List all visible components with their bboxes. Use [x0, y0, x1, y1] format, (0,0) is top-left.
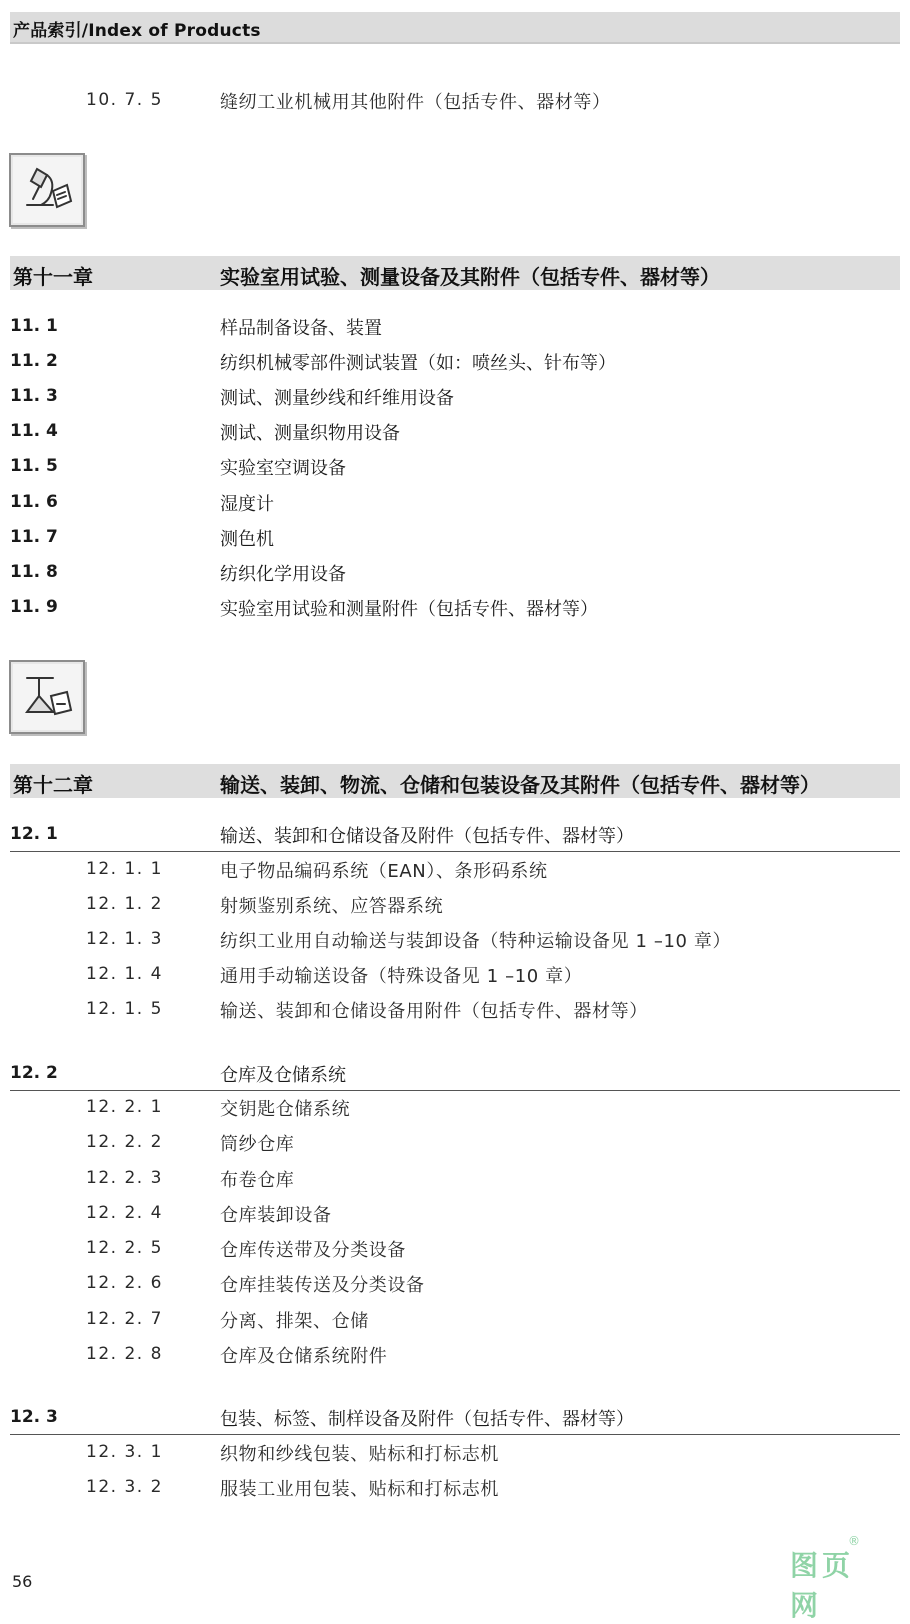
chapter-11-title: 实验室用试验、测量设备及其附件（包括专件、器材等） — [220, 265, 720, 289]
list-item-label: 纺织化学用设备 — [220, 564, 346, 585]
page-number: 56 — [12, 1572, 33, 1591]
list-item-label: 纺织工业用自动输送与装卸设备（特种运输设备见 1 –10 章） — [220, 931, 732, 952]
list-item-number: 12. 2. 7 — [86, 1309, 163, 1329]
list-item-label: 通用手动输送设备（特殊设备见 1 –10 章） — [220, 966, 583, 987]
package-scale-icon — [9, 660, 85, 734]
list-item-number: 12. 2. 8 — [86, 1344, 163, 1364]
top-item-label: 缝纫工业机械用其他附件（包括专件、器材等） — [220, 92, 611, 113]
list-item-label: 测试、测量纱线和纤维用设备 — [220, 388, 454, 409]
list-item-label: 样品制备设备、装置 — [220, 318, 382, 339]
top-item-number: 10. 7. 5 — [86, 90, 163, 110]
list-item-number: 12. 1. 1 — [86, 859, 163, 879]
list-item-number: 11. 1 — [10, 316, 58, 336]
list-item-number: 12. 3. 1 — [86, 1442, 163, 1462]
section-title: 仓库及仓储系统 — [220, 1065, 346, 1086]
list-item-number: 12. 2. 5 — [86, 1238, 163, 1258]
watermark-logo — [790, 1534, 880, 1622]
list-item-label: 输送、装卸和仓储设备用附件（包括专件、器材等） — [220, 1001, 648, 1022]
list-item-number: 12. 2. 4 — [86, 1203, 163, 1223]
list-item-label: 实验室空调设备 — [220, 458, 346, 479]
list-item-number: 12. 2. 6 — [86, 1273, 163, 1293]
list-item-label: 湿度计 — [220, 494, 274, 515]
list-item-label: 仓库传送带及分类设备 — [220, 1240, 406, 1261]
list-item-number: 12. 1. 4 — [86, 964, 163, 984]
section-divider — [10, 1090, 900, 1091]
list-item-label: 纺织机械零部件测试装置（如：喷丝头、针布等） — [220, 353, 616, 374]
list-item-label: 测试、测量织物用设备 — [220, 423, 400, 444]
list-item-label: 仓库挂装传送及分类设备 — [220, 1275, 425, 1296]
section-title: 输送、装卸和仓储设备及附件（包括专件、器材等） — [220, 826, 634, 847]
list-item-label: 筒纱仓库 — [220, 1134, 295, 1155]
list-item-number: 11. 9 — [10, 597, 58, 617]
section-number: 12. 3 — [10, 1407, 58, 1427]
list-item-number: 11. 7 — [10, 527, 58, 547]
page-header-title: 产品索引/Index of Products — [13, 21, 261, 41]
list-item-number: 12. 2. 3 — [86, 1168, 163, 1188]
list-item-number: 12. 1. 2 — [86, 894, 163, 914]
list-item-label: 分离、排架、仓储 — [220, 1311, 369, 1332]
list-item-label: 电子物品编码系统（EAN）、条形码系统 — [220, 861, 548, 882]
list-item-number: 12. 1. 3 — [86, 929, 163, 949]
list-item-label: 织物和纱线包装、贴标和打标志机 — [220, 1444, 499, 1465]
list-item-label: 布卷仓库 — [220, 1170, 295, 1191]
microscope-icon — [9, 153, 85, 227]
list-item-number: 12. 2. 1 — [86, 1097, 163, 1117]
section-title: 包装、标签、制样设备及附件（包括专件、器材等） — [220, 1409, 634, 1430]
list-item-label: 实验室用试验和测量附件（包括专件、器材等） — [220, 599, 598, 620]
list-item-label: 服装工业用包装、贴标和打标志机 — [220, 1479, 499, 1500]
section-divider — [10, 851, 900, 852]
section-number: 12. 1 — [10, 824, 58, 844]
chapter-11-number: 第十一章 — [13, 265, 93, 289]
list-item-number: 11. 4 — [10, 421, 58, 441]
list-item-number: 12. 1. 5 — [86, 999, 163, 1019]
list-item-label: 交钥匙仓储系统 — [220, 1099, 351, 1120]
list-item-label: 测色机 — [220, 529, 274, 550]
list-item-number: 11. 3 — [10, 386, 58, 406]
registered-mark: ® — [848, 1534, 860, 1548]
section-number: 12. 2 — [10, 1063, 58, 1083]
list-item-number: 12. 2. 2 — [86, 1132, 163, 1152]
list-item-label: 仓库装卸设备 — [220, 1205, 332, 1226]
list-item-number: 11. 8 — [10, 562, 58, 582]
list-item-number: 11. 5 — [10, 456, 58, 476]
list-item-number: 12. 3. 2 — [86, 1477, 163, 1497]
chapter-12-number: 第十二章 — [13, 773, 93, 797]
list-item-label: 仓库及仓储系统附件 — [220, 1346, 388, 1367]
section-divider — [10, 1434, 900, 1435]
list-item-number: 11. 6 — [10, 492, 58, 512]
list-item-label: 射频鉴别系统、应答器系统 — [220, 896, 444, 917]
list-item-number: 11. 2 — [10, 351, 58, 371]
watermark-text: 图页网 — [790, 1549, 855, 1622]
chapter-12-title: 输送、装卸、物流、仓储和包装设备及其附件（包括专件、器材等） — [220, 773, 820, 797]
